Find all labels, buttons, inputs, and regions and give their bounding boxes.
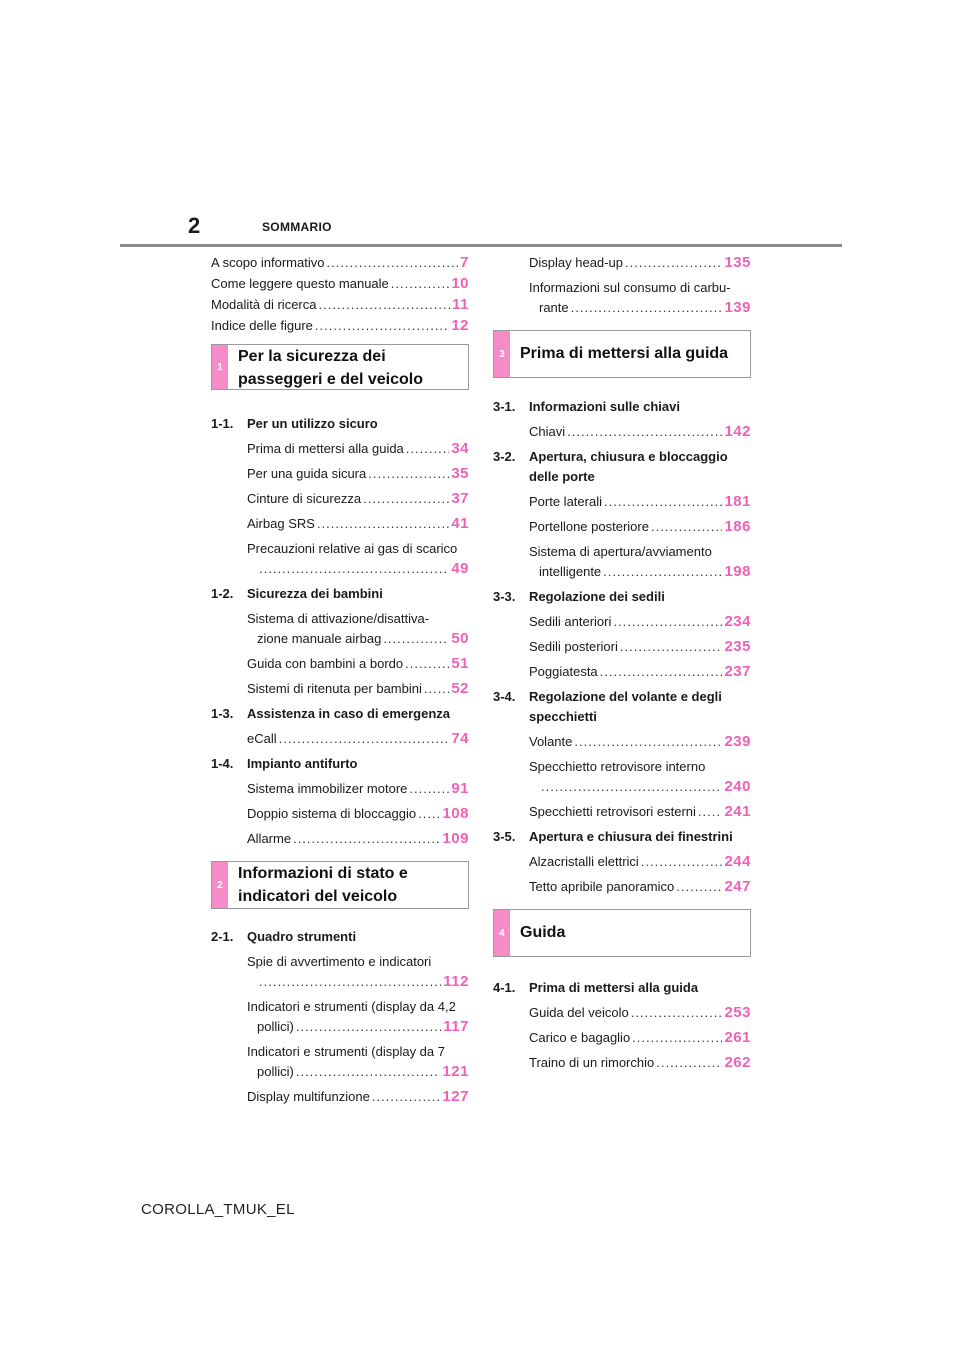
page-link[interactable]: 234 (724, 613, 751, 630)
page-link[interactable]: 91 (451, 780, 469, 797)
toc-entry[interactable]: Sedili anteriori ..... 234 (493, 612, 751, 632)
toc-entry[interactable]: Porte laterali ..... 181 (493, 492, 751, 512)
toc-entry[interactable]: Portellone posteriore ..... 186 (493, 517, 751, 537)
page-link[interactable]: 117 (443, 1018, 469, 1035)
page-link[interactable]: 237 (724, 663, 751, 680)
toc-entry[interactable]: Volante ..... 239 (493, 732, 751, 752)
toc-entry[interactable]: Per una guida sicura ..... 35 (211, 464, 469, 484)
section-heading: 3-4. Regolazione del volante e degli specchietti (493, 689, 722, 724)
toc-entry[interactable]: Specchietto retrovisore interno ..... 240 (493, 757, 751, 797)
section-heading: 4-1. Prima di mettersi alla guida (493, 980, 699, 995)
toc-entry[interactable]: A scopo informativo ..... 7 (211, 253, 469, 273)
page-link[interactable]: 37 (451, 490, 469, 507)
toc-entry[interactable]: Carico e bagaglio ..... 261 (493, 1028, 751, 1048)
page-number: 2 (188, 213, 201, 238)
toc-entry[interactable]: Indicatori e strumenti (display da 4,2 pollici) ..... 117 (211, 997, 469, 1037)
toc-entry[interactable]: Guida con bambini a bordo ..... 51 (211, 654, 469, 674)
chapter-1-box[interactable] (211, 344, 469, 390)
page-link[interactable]: 198 (724, 563, 751, 580)
toc-left-column (211, 253, 469, 1112)
section-heading: 1-3. Assistenza in caso di emergenza (211, 706, 451, 721)
page-link[interactable]: 7 (460, 254, 469, 271)
header-title: SOMMARIO (262, 220, 332, 234)
toc-entry[interactable]: Informazioni sul consumo di carbu- rante ..... 139 (493, 278, 751, 318)
toc-entry[interactable]: Tetto apribile panoramico ..... 247 (493, 877, 751, 897)
toc-entry[interactable]: Sistema di attivazione/disattiva- zione manuale airbag ..... 50 (211, 609, 469, 649)
toc-entry[interactable]: Spie di avvertimento e indicatori ..... 112 (211, 952, 469, 992)
chapter-3-tab: 3 (494, 331, 510, 377)
chapter-4-box[interactable] (493, 909, 751, 957)
toc-entry[interactable]: Allarme ..... 109 (211, 829, 469, 849)
page-link[interactable]: 109 (442, 830, 469, 847)
chapter-4-tab: 4 (494, 910, 510, 956)
toc-entry[interactable]: Airbag SRS ..... 41 (211, 514, 469, 534)
toc-entry[interactable]: Indicatori e strumenti (display da 7 pollici) ..... 121 (211, 1042, 469, 1082)
page-link[interactable]: 121 (442, 1063, 469, 1080)
toc-entry[interactable]: Alzacristalli elettrici ..... 244 (493, 852, 751, 872)
page-link[interactable]: 41 (451, 515, 469, 532)
chapter-3-title: Prima di mettersi alla guida (520, 345, 729, 362)
toc-entry[interactable]: Poggiatesta ..... 237 (493, 662, 751, 682)
toc-entry[interactable]: Sistema di apertura/avviamento intelligente ..... 198 (493, 542, 751, 582)
page-link[interactable]: 50 (451, 630, 469, 647)
page-link[interactable]: 51 (451, 655, 469, 672)
toc-entry[interactable]: Cinture di sicurezza ..... 37 (211, 489, 469, 509)
section-heading: 3-5. Apertura e chiusura dei finestrini (493, 829, 733, 844)
page-link[interactable]: 240 (724, 778, 751, 795)
section-heading: 3-1. Informazioni sulle chiavi (493, 399, 680, 414)
toc-entry[interactable]: eCall ..... 74 (211, 729, 469, 749)
page-link[interactable]: 186 (724, 518, 751, 535)
toc-entry[interactable]: Sistema immobilizer motore ..... 91 (211, 779, 469, 799)
toc-entry[interactable]: Specchietti retrovisori esterni ..... 241 (493, 802, 751, 822)
chapter-4-title: Guida (520, 924, 566, 941)
toc-entry[interactable]: Traino di un rimorchio ..... 262 (493, 1053, 751, 1073)
toc-entry[interactable]: Display head-up ..... 135 (493, 253, 751, 273)
toc-entry[interactable]: Precauzioni relative ai gas di scarico ..... 49 (211, 539, 469, 579)
chapter-2-box[interactable] (211, 861, 469, 909)
page-link[interactable]: 10 (451, 275, 469, 292)
chapter-1-title: Per la sicurezza dei passeggeri e del veicolo (238, 348, 423, 388)
page-link[interactable]: 49 (451, 560, 469, 577)
section-heading: 1-4. Impianto antifurto (211, 756, 358, 771)
page-link[interactable]: 139 (724, 299, 751, 316)
page-link[interactable]: 241 (724, 803, 751, 820)
page-link[interactable]: 35 (451, 465, 469, 482)
page-link[interactable]: 244 (724, 853, 751, 870)
page-link[interactable]: 135 (724, 254, 751, 271)
footer-document-code: COROLLA_TMUK_EL (141, 1201, 295, 1218)
page-link[interactable]: 127 (442, 1088, 469, 1105)
toc-entry[interactable]: Chiavi ..... 142 (493, 422, 751, 442)
section-heading: 1-2. Sicurezza dei bambini (211, 586, 383, 601)
page-link[interactable]: 112 (443, 973, 469, 990)
page-link[interactable]: 262 (724, 1054, 751, 1071)
page-link[interactable]: 52 (451, 680, 469, 697)
section-heading: 2-1. Quadro strumenti (211, 929, 357, 944)
page-link[interactable]: 12 (451, 317, 469, 334)
toc-entry[interactable]: Guida del veicolo ..... 253 (493, 1003, 751, 1023)
toc-entry[interactable]: Display multifunzione ..... 127 (211, 1087, 469, 1107)
page-link[interactable]: 108 (442, 805, 469, 822)
toc-entry[interactable]: Come leggere questo manuale ..... 10 (211, 274, 469, 294)
page-link[interactable]: 74 (451, 730, 469, 747)
toc-entry[interactable]: Prima di mettersi alla guida ..... 34 (211, 439, 469, 459)
chapter-2-title: Informazioni di stato e indicatori del veicolo (238, 865, 408, 905)
section-heading: 1-1. Per un utilizzo sicuro (211, 416, 378, 431)
toc-entry[interactable]: Modalità di ricerca ..... 11 (211, 295, 469, 315)
page-link[interactable]: 235 (724, 638, 751, 655)
section-heading: 3-2. Apertura, chiusura e bloccaggio delle porte (493, 449, 728, 484)
page-link[interactable]: 142 (724, 423, 751, 440)
toc-entry[interactable]: Indice delle figure ..... 12 (211, 316, 469, 336)
chapter-1-tab: 1 (212, 345, 228, 389)
page-link[interactable]: 247 (724, 878, 751, 895)
chapter-2-tab: 2 (212, 862, 228, 908)
toc-entry[interactable]: Sedili posteriori ..... 235 (493, 637, 751, 657)
toc-right-column (493, 253, 751, 1078)
toc-entry[interactable]: Doppio sistema di bloccaggio ..... 108 (211, 804, 469, 824)
page-link[interactable]: 34 (451, 440, 469, 457)
toc-entry[interactable]: Sistemi di ritenuta per bambini ..... 52 (211, 679, 469, 699)
page-link[interactable]: 253 (724, 1004, 751, 1021)
page-link[interactable]: 11 (452, 296, 469, 313)
header-rule (120, 244, 842, 247)
chapter-3-box[interactable] (493, 330, 751, 378)
page-link[interactable]: 181 (724, 493, 751, 510)
page-link[interactable]: 261 (724, 1029, 751, 1046)
section-heading: 3-3. Regolazione dei sedili (493, 589, 665, 604)
page-link[interactable]: 239 (724, 733, 751, 750)
